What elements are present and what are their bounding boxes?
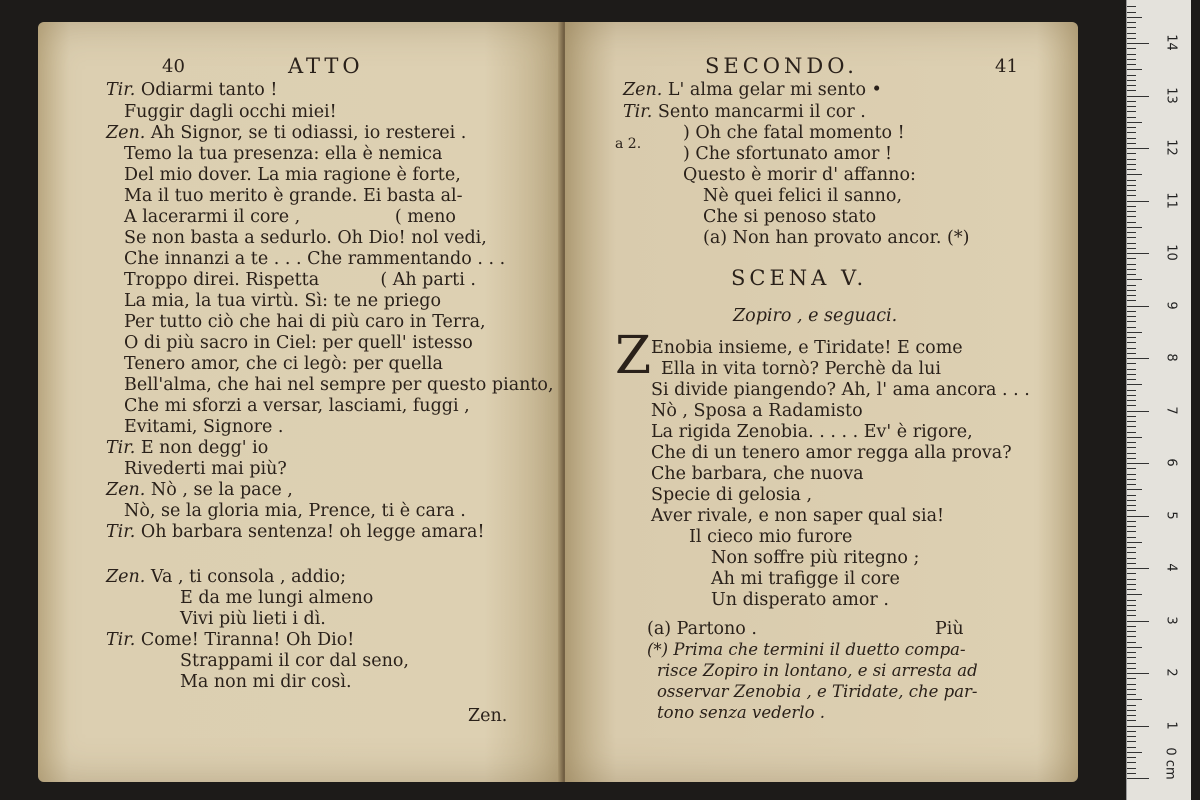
ruler-tick	[1127, 379, 1136, 380]
ruler-tick	[1127, 589, 1136, 590]
ruler-label: 1	[1163, 720, 1179, 730]
left-line	[180, 588, 373, 608]
verse-text: Del mio dover. La mia ragione è forte,	[124, 165, 461, 185]
right-catchword: Più	[935, 619, 964, 639]
ruler-tick	[1127, 12, 1136, 13]
ruler-tick	[1127, 510, 1136, 511]
book-spread	[38, 22, 1078, 786]
speaker-label: Tir.	[106, 80, 141, 100]
footnote-line: (a) Partono .	[647, 619, 757, 639]
left-page-number: 40	[162, 56, 185, 77]
monologue-line: Ah mi trafigge il core	[711, 569, 900, 589]
ruler-tick	[1127, 579, 1136, 580]
footnote-line: risce Zopiro in lontano, e si arresta ad	[657, 661, 978, 680]
right-line	[683, 165, 916, 185]
ruler-tick	[1127, 290, 1136, 291]
ruler-label: 8	[1163, 353, 1179, 362]
ruler-tick	[1127, 741, 1136, 742]
ruler-tick	[1127, 75, 1136, 76]
ruler-tick	[1127, 6, 1136, 7]
footnote-line: osservar Zenobia , e Tiridate, che par-	[657, 682, 978, 701]
ruler-tick	[1127, 390, 1136, 391]
ruler-tick	[1127, 474, 1136, 475]
ruler-tick	[1127, 138, 1136, 139]
footnote-line: tono senza vederlo .	[657, 703, 826, 722]
ruler-tick	[1127, 558, 1136, 559]
right-line	[703, 186, 902, 206]
ruler-tick	[1127, 85, 1136, 86]
ruler-tick	[1127, 111, 1136, 112]
speaker-label: Tir.	[106, 438, 141, 458]
verse-text: Vivi più lieti i dì.	[180, 609, 326, 629]
ruler-tick	[1127, 547, 1136, 548]
ruler-tick	[1127, 710, 1136, 711]
ruler-tick	[1127, 652, 1136, 653]
left-line	[106, 123, 466, 143]
ruler-tick	[1127, 663, 1136, 664]
ruler-tick	[1127, 159, 1136, 160]
ruler-tick	[1127, 222, 1136, 223]
measuring-ruler	[1126, 0, 1191, 800]
ruler-tick	[1127, 563, 1136, 564]
ruler-label: 6	[1163, 458, 1179, 467]
ruler-tick	[1127, 752, 1142, 753]
verse-text: Ah Signor, se ti odiassi, io resterei .	[150, 123, 467, 143]
ruler-tick	[1127, 636, 1136, 637]
ruler-tick	[1127, 258, 1136, 259]
left-line	[124, 375, 554, 395]
left-line	[124, 228, 487, 248]
verse-text: Temo la tua presenza: ella è nemica	[124, 144, 443, 164]
ruler-tick	[1127, 306, 1149, 307]
ruler-tick	[1127, 148, 1149, 149]
monologue-line: Ella in vita tornò? Perchè da lui	[661, 359, 941, 379]
left-line	[124, 165, 461, 185]
left-line	[180, 672, 352, 692]
ruler-tick	[1127, 279, 1142, 280]
ruler-label: 13	[1163, 86, 1179, 104]
ruler-tick	[1127, 500, 1136, 501]
ruler-tick	[1127, 33, 1136, 34]
ruler-tick	[1127, 531, 1136, 532]
ruler-tick	[1127, 757, 1136, 758]
stage-direction: Zopiro , e seguaci.	[733, 306, 898, 326]
ruler-tick	[1127, 201, 1149, 202]
left-line	[124, 417, 283, 437]
speaker-label: Tir.	[623, 102, 658, 122]
ruler-tick	[1127, 726, 1149, 727]
ruler-tick	[1127, 668, 1136, 669]
ruler-tick	[1127, 463, 1149, 464]
a2-label: a 2.	[615, 136, 642, 152]
ruler-tick	[1127, 426, 1136, 427]
right-line	[623, 80, 882, 100]
ruler-tick	[1127, 64, 1136, 65]
left-line	[180, 609, 326, 629]
ruler-tick	[1127, 295, 1136, 296]
ruler-tick	[1127, 332, 1142, 333]
ruler-tick	[1127, 106, 1136, 107]
monologue-line: Enobia insieme, e Tiridate! E come	[651, 338, 963, 358]
ruler-label: 14	[1163, 34, 1179, 51]
ruler-tick	[1127, 458, 1136, 459]
ruler-tick	[1127, 180, 1136, 181]
verse-text: O di più sacro in Ciel: per quell' istesso	[124, 333, 473, 353]
ruler-label: 10	[1163, 244, 1179, 261]
ruler-tick	[1127, 479, 1136, 480]
ruler-tick	[1127, 353, 1136, 354]
left-line	[124, 249, 505, 269]
left-line	[106, 567, 346, 587]
ruler-tick	[1127, 521, 1136, 522]
ruler-tick	[1127, 542, 1142, 543]
ruler-tick	[1127, 22, 1136, 23]
verse-text: Se non basta a sedurlo. Oh Dio! nol vedi,	[124, 228, 487, 248]
left-line	[106, 80, 277, 100]
ruler-tick	[1127, 621, 1149, 622]
ruler-tick	[1127, 17, 1142, 18]
left-line	[124, 270, 476, 290]
verse-text: Tenero amor, che ci legò: per quella	[124, 354, 443, 374]
scene-title: SCENA V.	[731, 266, 868, 290]
ruler-tick	[1127, 526, 1136, 527]
ruler-tick	[1127, 552, 1136, 553]
ruler-tick	[1127, 453, 1136, 454]
verse-text: E non degg' io	[140, 438, 269, 458]
ruler-tick	[1127, 489, 1142, 490]
verse-text: Come! Tiranna! Oh Dio!	[140, 630, 355, 650]
verse-text: Rivederti mai più?	[124, 459, 287, 479]
ruler-tick	[1127, 59, 1136, 60]
monologue-line: Un disperato amor .	[711, 590, 889, 610]
ruler-tick	[1127, 468, 1136, 469]
ruler-tick	[1127, 90, 1136, 91]
ruler-tick	[1127, 495, 1136, 496]
ruler-tick	[1127, 626, 1136, 627]
verse-text: Nè quei felici il sanno,	[703, 186, 903, 206]
ruler-label: 5	[1163, 510, 1179, 520]
ruler-tick	[1127, 694, 1136, 695]
ruler-tick	[1127, 337, 1136, 338]
speaker-label: Zen.	[623, 80, 668, 100]
ruler-tick	[1127, 715, 1136, 716]
ruler-tick	[1127, 264, 1136, 265]
ruler-tick	[1127, 43, 1149, 44]
ruler-tick	[1127, 269, 1136, 270]
left-line	[106, 480, 293, 500]
ruler-tick	[1127, 432, 1136, 433]
ruler-label: 7	[1163, 405, 1179, 415]
verse-text: Che mi sforzi a versar, lasciami, fuggi ,	[124, 396, 470, 416]
left-line	[124, 207, 456, 227]
left-line	[124, 144, 442, 164]
verse-text: Oh barbara sentenza! oh legge amara!	[140, 522, 485, 542]
verse-text: La mia, la tua virtù. Sì: te ne priego	[124, 291, 441, 311]
ruler-tick	[1127, 516, 1149, 517]
ruler-tick	[1127, 384, 1142, 385]
verse-text: Strappami il cor dal seno,	[180, 651, 409, 671]
left-line	[124, 354, 443, 374]
ruler-tick	[1127, 132, 1136, 133]
verse-text: Troppo direi. Rispetta ( Ah parti .	[124, 270, 476, 290]
verse-text: Fuggir dagli occhi miei!	[124, 102, 337, 122]
ruler-tick	[1127, 447, 1136, 448]
ruler-tick	[1127, 190, 1136, 191]
left-line	[106, 522, 484, 542]
ruler-tick	[1127, 54, 1136, 55]
ruler-tick	[1127, 153, 1136, 154]
ruler-tick	[1127, 127, 1136, 128]
left-page	[38, 22, 563, 782]
verse-text: Evitami, Signore .	[124, 417, 284, 437]
ruler-tick	[1127, 358, 1149, 359]
right-running-header: SECONDO.	[705, 54, 858, 78]
ruler-tick	[1127, 96, 1149, 97]
ruler-tick	[1127, 615, 1136, 616]
left-line	[180, 651, 409, 671]
left-line	[124, 501, 466, 521]
left-line	[124, 396, 470, 416]
speaker-label: Zen.	[106, 480, 151, 500]
ruler-label: 0 cm	[1162, 747, 1178, 780]
ruler-tick	[1127, 206, 1136, 207]
ruler-tick	[1127, 143, 1136, 144]
ruler-tick	[1127, 38, 1136, 39]
monologue-line: Non soffre più ritegno ;	[711, 548, 920, 568]
verse-text: A lacerarmi il core , ( meno	[124, 207, 456, 227]
ruler-tick	[1127, 253, 1149, 254]
ruler-tick	[1127, 421, 1136, 422]
ruler-tick	[1127, 642, 1136, 643]
ruler-tick	[1127, 768, 1136, 769]
verse-text: Odiarmi tanto !	[140, 80, 278, 100]
ruler-tick	[1127, 705, 1136, 706]
ruler-tick	[1127, 311, 1136, 312]
ruler-tick	[1127, 411, 1149, 412]
ruler-tick	[1127, 537, 1136, 538]
left-line	[106, 438, 268, 458]
monologue-line: Aver rivale, e non saper qual sia!	[651, 506, 945, 526]
ruler-tick	[1127, 237, 1136, 238]
verse-text: ) Che sfortunato amor !	[683, 144, 892, 164]
left-line	[124, 186, 463, 206]
right-line	[683, 144, 892, 164]
speaker-label: Tir.	[106, 630, 141, 650]
monologue-line: La rigida Zenobia. . . . . Ev' è rigore,	[651, 422, 973, 442]
monologue-line: Il cieco mio furore	[689, 527, 853, 547]
ruler-tick	[1127, 164, 1136, 165]
ruler-tick	[1127, 316, 1136, 317]
footnote-line: (*) Prima che termini il duetto compa-	[647, 640, 966, 659]
ruler-label: 12	[1163, 139, 1179, 156]
left-line	[124, 333, 473, 353]
ruler-label: 9	[1163, 300, 1179, 310]
ruler-tick	[1127, 211, 1136, 212]
verse-text: Nò , se la pace ,	[150, 480, 293, 500]
ruler-tick	[1127, 395, 1136, 396]
right-line	[703, 228, 969, 248]
verse-text: Questo è morir d' affanno:	[683, 165, 916, 185]
ruler-tick	[1127, 442, 1136, 443]
right-page-number: 41	[995, 56, 1018, 77]
ruler-tick	[1127, 778, 1149, 779]
monologue-line: Si divide piangendo? Ah, l' ama ancora . . .	[651, 380, 1030, 400]
ruler-tick	[1127, 348, 1136, 349]
ruler-tick	[1127, 248, 1136, 249]
ruler-tick	[1127, 584, 1136, 585]
ruler-label: 3	[1163, 615, 1179, 625]
ruler-tick	[1127, 274, 1136, 275]
ruler-tick	[1127, 762, 1136, 763]
speaker-label: Zen.	[106, 567, 151, 587]
ruler-tick	[1127, 673, 1149, 674]
ruler-tick	[1127, 736, 1136, 737]
ruler-tick	[1127, 243, 1136, 244]
ruler-tick	[1127, 631, 1136, 632]
verse-text: Va , ti consola , addio;	[150, 567, 346, 587]
ruler-tick	[1127, 216, 1136, 217]
ruler-tick	[1127, 174, 1142, 175]
verse-text: Bell'alma, che hai nel sempre per questo pianto,	[124, 375, 554, 395]
verse-text: Che innanzi a te . . . Che rammentando . . .	[124, 249, 506, 269]
ruler-tick	[1127, 363, 1136, 364]
ruler-tick	[1127, 400, 1136, 401]
ruler-tick	[1127, 437, 1142, 438]
ruler-tick	[1127, 374, 1136, 375]
ruler-tick	[1127, 568, 1149, 569]
left-catchword: Zen.	[468, 706, 508, 726]
ruler-tick	[1127, 342, 1136, 343]
ruler-tick	[1127, 699, 1142, 700]
ruler-tick	[1127, 232, 1136, 233]
ruler-tick	[1127, 773, 1136, 774]
ruler-tick	[1127, 122, 1142, 123]
ruler-tick	[1127, 678, 1136, 679]
ruler-tick	[1127, 594, 1142, 595]
left-line	[124, 102, 337, 122]
ruler-tick	[1127, 747, 1136, 748]
left-running-header: ATTO	[288, 54, 364, 78]
ruler-tick	[1127, 605, 1136, 606]
ruler-label: 11	[1163, 191, 1179, 209]
ruler-tick	[1127, 195, 1136, 196]
ruler-tick	[1127, 101, 1136, 102]
ruler-label: 4	[1163, 563, 1179, 572]
ruler-tick	[1127, 731, 1136, 732]
ruler-tick	[1127, 69, 1142, 70]
ruler-tick	[1127, 657, 1136, 658]
verse-text: Che si penoso stato	[703, 207, 877, 227]
ruler-tick	[1127, 80, 1136, 81]
ruler-tick	[1127, 227, 1142, 228]
speaker-label: Zen.	[106, 123, 151, 143]
left-line	[124, 312, 486, 332]
right-page	[565, 22, 1078, 782]
right-line	[683, 123, 905, 143]
verse-text: (a) Non han provato ancor. (*)	[703, 228, 970, 248]
ruler-tick	[1127, 484, 1136, 485]
ruler-tick	[1127, 285, 1136, 286]
ruler-label: 2	[1163, 668, 1179, 677]
ruler-tick	[1127, 689, 1136, 690]
left-line	[106, 630, 354, 650]
ruler-tick	[1127, 321, 1136, 322]
verse-text: E da me lungi almeno	[180, 588, 374, 608]
ruler-tick	[1127, 573, 1136, 574]
verse-text: Sento mancarmi il cor .	[657, 102, 866, 122]
ruler-tick	[1127, 505, 1136, 506]
speaker-label: Tir.	[106, 522, 141, 542]
drop-cap: Z	[615, 326, 652, 386]
monologue-line: Che di un tenero amor regga alla prova?	[651, 443, 1012, 463]
ruler-tick	[1127, 405, 1136, 406]
verse-text: Ma non mi dir così.	[180, 672, 352, 692]
verse-text: Nò, se la gloria mia, Prence, ti è cara .	[124, 501, 466, 521]
ruler-tick	[1127, 720, 1136, 721]
ruler-tick	[1127, 117, 1136, 118]
ruler-tick	[1127, 416, 1136, 417]
ruler-tick	[1127, 600, 1136, 601]
ruler-tick	[1127, 169, 1136, 170]
ruler-tick	[1127, 27, 1136, 28]
ruler-tick	[1127, 647, 1142, 648]
ruler-tick	[1127, 300, 1136, 301]
right-line	[623, 102, 866, 122]
monologue-line: Che barbara, che nuova	[651, 464, 864, 484]
ruler-tick	[1127, 327, 1136, 328]
left-line	[124, 459, 287, 479]
monologue-line: Nò , Sposa a Radamisto	[651, 401, 863, 421]
right-line	[703, 207, 876, 227]
verse-text: ) Oh che fatal momento !	[683, 123, 905, 143]
ruler-tick	[1127, 369, 1136, 370]
verse-text: L' alma gelar mi sento •	[667, 80, 882, 100]
verse-text: Per tutto ciò che hai di più caro in Terra,	[124, 312, 486, 332]
ruler-tick	[1127, 610, 1136, 611]
ruler-tick	[1127, 48, 1136, 49]
ruler-tick	[1127, 185, 1136, 186]
left-line	[124, 291, 441, 311]
verse-text: Ma il tuo merito è grande. Ei basta al-	[124, 186, 463, 206]
ruler-tick	[1127, 684, 1136, 685]
monologue-line: Specie di gelosia ,	[651, 485, 813, 505]
